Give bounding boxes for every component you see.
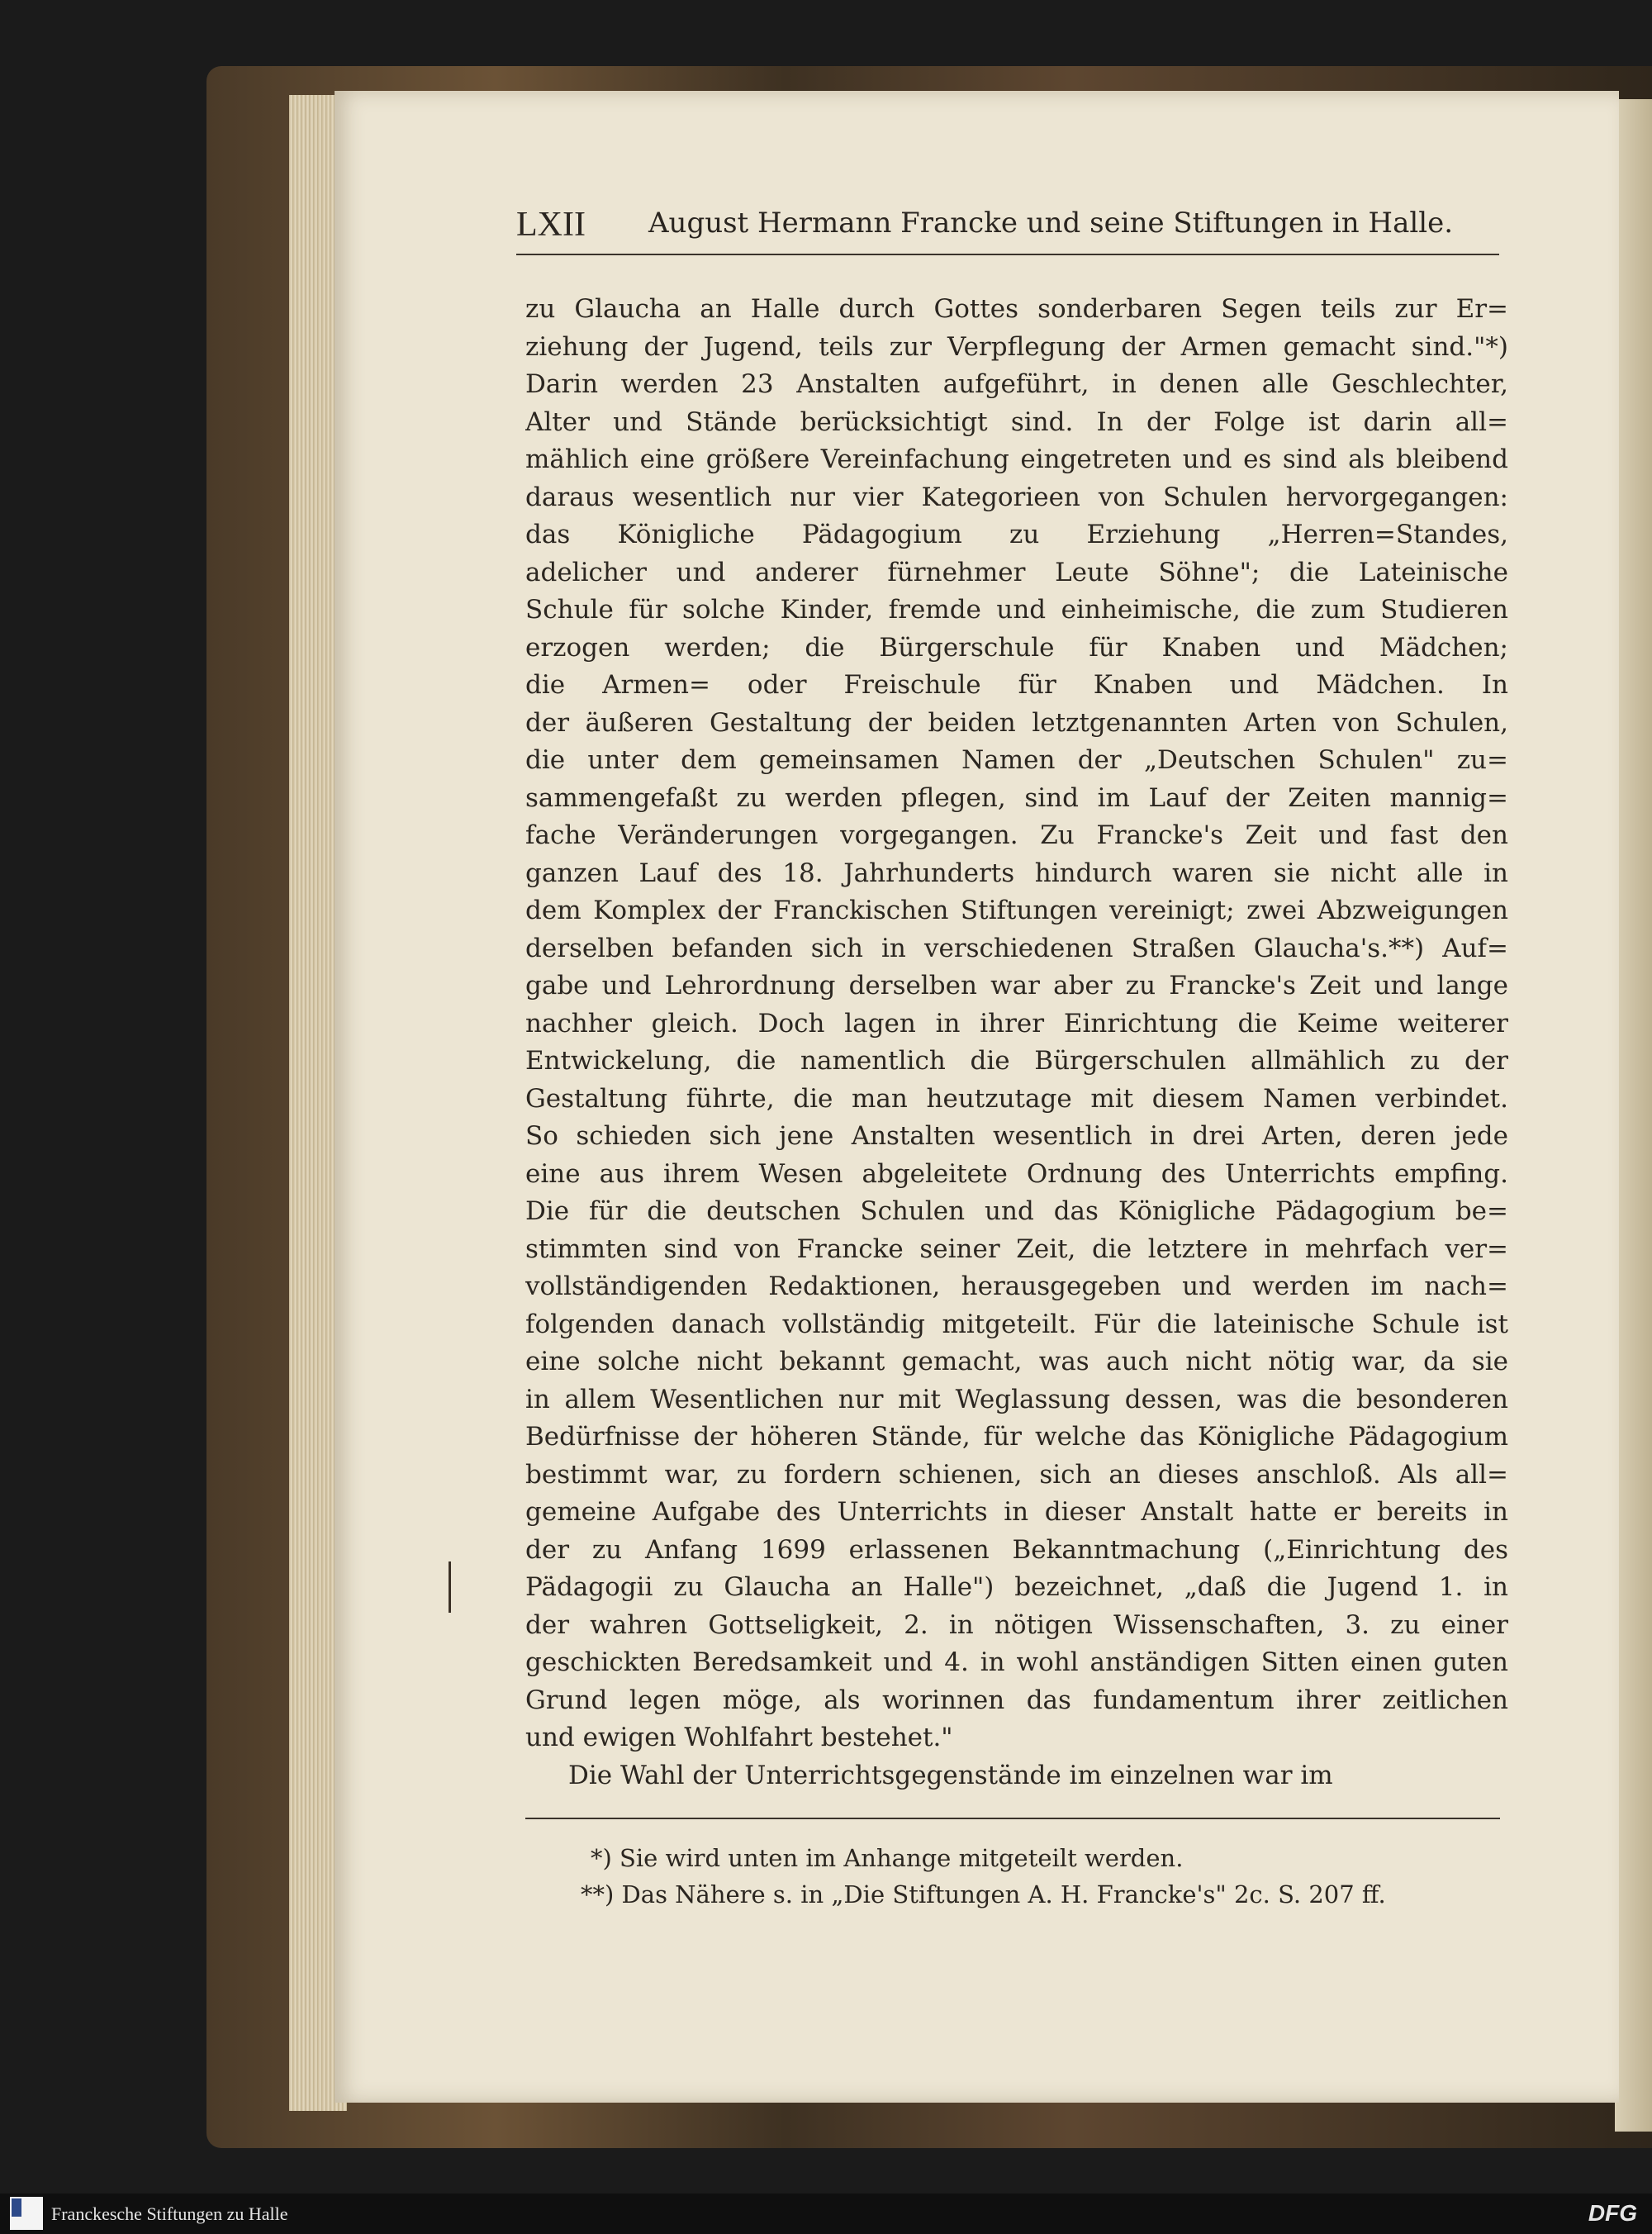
text-line: folgenden danach vollständig mitgeteilt. Für die lateinische Schule ist: [525, 1309, 1508, 1339]
running-head: [516, 205, 1499, 254]
text-line: So schieden sich jene Anstalten wesentlich in drei Arten, deren jede: [525, 1121, 1508, 1151]
footnotes: [581, 1840, 1499, 1913]
text-line: stimmten sind von Francke seiner Zeit, die letztere in mehrfach ver=: [525, 1233, 1508, 1264]
institution-label: Franckesche Stiftungen zu Halle: [51, 2203, 288, 2224]
text-line: ziehung der Jugend, teils zur Verpflegung der Armen gemacht sind."*): [525, 331, 1508, 362]
text-line: sammengefaßt zu werden pflegen, sind im Lauf der Zeiten mannig=: [525, 782, 1508, 813]
text-line: nachher gleich. Doch lagen in ihrer Einrichtung die Keime weiterer: [525, 1008, 1508, 1039]
text-line: dem Komplex der Franckischen Stiftungen vereinigt; zwei Abzweigungen: [525, 896, 1508, 925]
text-line: in allem Wesentlichen nur mit Weglassung dessen, was die besonderen: [525, 1384, 1508, 1414]
text-line: die unter dem gemeinsamen Namen der „Deutschen Schulen" zu=: [525, 745, 1508, 775]
text-line: Pädagogii zu Glaucha an Halle") bezeichnet, „daß die Jugend 1. in: [525, 1572, 1508, 1602]
text-line: derselben befanden sich in verschiedenen Straßen Glaucha's.**) Auf=: [525, 933, 1508, 963]
footnote-rule: [525, 1818, 1500, 1819]
text-line: fache Veränderungen vorgegangen. Zu Francke's Zeit und fast den: [525, 820, 1508, 850]
footnote-2: **) Das Nähere s. in „Die Stiftungen A. H. Francke's" 2c. S. 207 ff.: [581, 1880, 1386, 1908]
footnote-1: *) Sie wird unten im Anhange mitgeteilt werden.: [591, 1844, 1184, 1872]
next-page-edge: [1615, 99, 1652, 2132]
logo-mark-icon: [12, 2198, 21, 2217]
text-line: Darin werden 23 Anstalten aufgeführt, in denen alle Geschlechter,: [525, 369, 1508, 399]
dfg-logo: DFG: [1588, 2200, 1637, 2226]
text-line: Gestaltung führte, die man heutzutage mit diesem Namen verbindet.: [525, 1083, 1508, 1114]
text-line: erzogen werden; die Bürgerschule für Knaben und Mädchen;: [525, 632, 1508, 663]
text-line: die Armen= oder Freischule für Knaben und Mädchen. In: [525, 670, 1508, 700]
text-line: Schule für solche Kinder, fremde und einheimische, die zum Studieren: [525, 595, 1508, 625]
header-rule: [516, 254, 1499, 255]
text-line: das Königliche Pädagogium zu Erziehung „Herren=Standes,: [525, 520, 1508, 549]
text-line: gabe und Lehrordnung derselben war aber zu Francke's Zeit und lange: [525, 971, 1508, 1001]
text-line: ganzen Lauf des 18. Jahrhunderts hindurch waren sie nicht alle in: [525, 858, 1508, 888]
body-text: [525, 291, 1508, 1794]
text-line: Die für die deutschen Schulen und das Königliche Pädagogium be=: [525, 1196, 1508, 1226]
text-line: zu Glaucha an Halle durch Gottes sonderbaren Segen teils zur Er=: [525, 294, 1508, 324]
text-line: Die Wahl der Unterrichtsgegenstände im einzelnen war im: [568, 1760, 1333, 1790]
text-line: eine aus ihrem Wesen abgeleitete Ordnung des Unterrichts empfing.: [525, 1158, 1508, 1189]
text-line: Entwickelung, die namentlich die Bürgerschulen allmählich zu der: [525, 1046, 1508, 1076]
text-line: Bedürfnisse der höheren Stände, für welche das Königliche Pädagogium: [525, 1422, 1508, 1452]
text-line: der wahren Gottseligkeit, 2. in nötigen Wissenschaften, 3. zu einer: [525, 1609, 1508, 1640]
text-line: eine solche nicht bekannt gemacht, was auch nicht nötig war, da sie: [525, 1347, 1508, 1376]
text-line: vollständigenden Redaktionen, herausgegeben und werden im nach=: [525, 1271, 1508, 1301]
text-line: der äußeren Gestaltung der beiden letztgenannten Arten von Schulen,: [525, 707, 1508, 738]
viewer-footer-bar: [0, 2194, 1652, 2234]
text-line: Alter und Stände berücksichtigt sind. In der Folge ist darin all=: [525, 406, 1508, 437]
text-line: und ewigen Wohlfahrt bestehet.": [525, 1723, 953, 1752]
text-line: bestimmt war, zu fordern schienen, sich an dieses anschloß. Als all=: [525, 1459, 1508, 1490]
text-line: gemeine Aufgabe des Unterrichts in dieser Anstalt hatte er bereits in: [525, 1497, 1508, 1527]
text-line: der zu Anfang 1699 erlassenen Bekanntmachung („Einrichtung des: [525, 1534, 1508, 1565]
text-line: adelicher und anderer fürnehmer Leute Söhne"; die Lateinische: [525, 557, 1508, 587]
page-number: LXII: [516, 206, 586, 244]
text-line: geschickten Beredsamkeit und 4. in wohl anständigen Sitten einen guten: [525, 1647, 1508, 1677]
text-line: daraus wesentlich nur vier Kategorieen von Schulen hervorgegangen:: [525, 482, 1508, 512]
text-line: mählich eine größere Vereinfachung eingetreten und es sind als bleibend: [525, 444, 1508, 474]
running-title: August Hermann Francke und seine Stiftungen in Halle.: [648, 207, 1454, 240]
margin-pencil-mark: [449, 1561, 451, 1613]
text-line: Grund legen möge, als worinnen das fundamentum ihrer zeitlichen: [525, 1685, 1508, 1715]
